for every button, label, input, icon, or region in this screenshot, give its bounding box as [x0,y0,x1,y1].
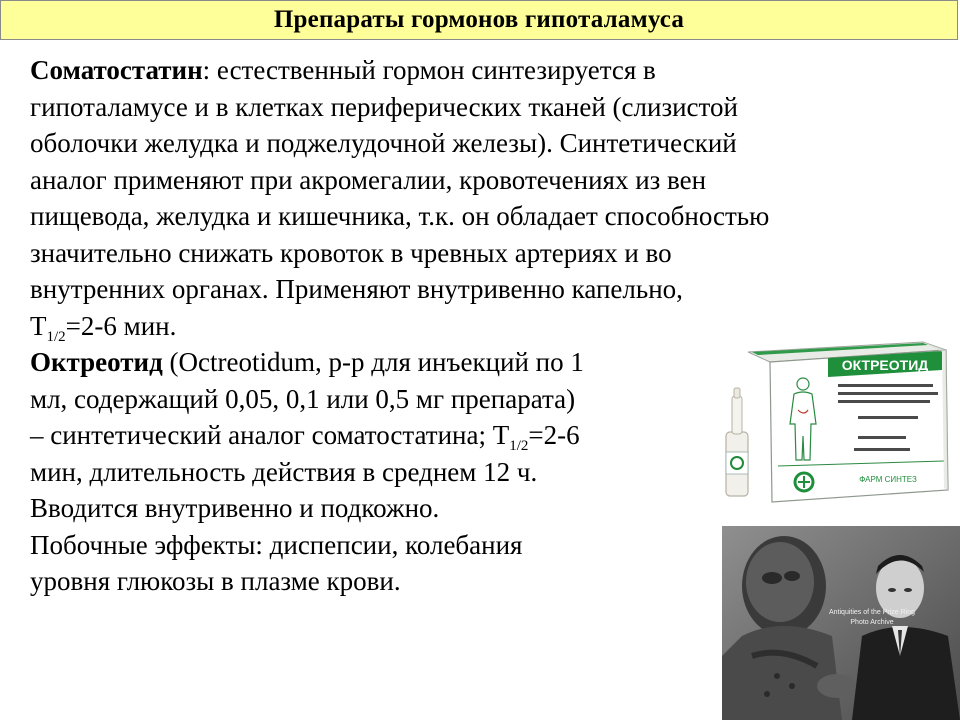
octreotide-line-7: уровня глюкозы в плазме крови. [30,566,401,596]
somatostatin-line-7: внутренних органах. Применяют внутривенно капельно, [30,274,683,304]
historical-photo [722,526,960,720]
t-subscript: 1/2 [46,328,66,345]
octreotide-line-5: Вводится внутривенно и подкожно. [30,493,440,523]
octreotide-line-4: мин, длительность действия в среднем 12 ч. [30,456,538,487]
somatostatin-line-3: оболочки желудка и поджелудочной железы). Синтетический [30,128,737,158]
photo-watermark-line1: Antiquities of the Prize Ring [829,609,915,616]
somatostatin-line-6: значительно снижать кровоток в чревных артериях и во [30,237,672,268]
t-value: =2-6 [528,420,580,450]
t-subscript: 1/2 [509,438,529,454]
octreotide-term: Октреотид [30,347,163,377]
ampoule-image [726,388,748,496]
somatostatin-line-2: гипоталамусе и в клетках периферических тканей (слизистой [30,91,738,122]
octreotide-line-2: мл, содержащий 0,05, 0,1 или 0,5 мг препарата) [30,383,576,414]
octreotide-text: (Octreotidum, р-р для инъекций по 1 [162,347,584,377]
t-symbol: T [30,310,47,341]
page-title: Препараты гормонов гипоталамуса [273,6,685,33]
package-brand: ОКТРЕОТИД [841,357,929,373]
octreotide-analog-text: – синтетический аналог соматостатина; T [30,420,510,450]
somatostatin-line-5: пищевода, желудка и кишечника, т.к. он обладает способностью [30,201,770,231]
somatostatin-text: : естественный гормон синтезируется в [202,55,656,85]
octreotide-package-image [718,340,950,505]
octreotide-line-6: Побочные эффекты: диспепсии, колебания [30,529,523,560]
somatostatin-line-4: аналог применяют при акромегалии, кровотечениях из вен [30,164,707,195]
t-value: =2-6 мин. [65,310,177,341]
title-bar [0,0,958,40]
somatostatin-term: Соматостатин [30,55,203,85]
somatostatin-line-1 [30,52,920,89]
package-maker: ФАРМ СИНТЕЗ [859,475,917,484]
somatostatin-half-life [30,308,920,345]
photo-watermark-line2: Photo Archive [850,619,894,626]
body-text [30,52,920,600]
